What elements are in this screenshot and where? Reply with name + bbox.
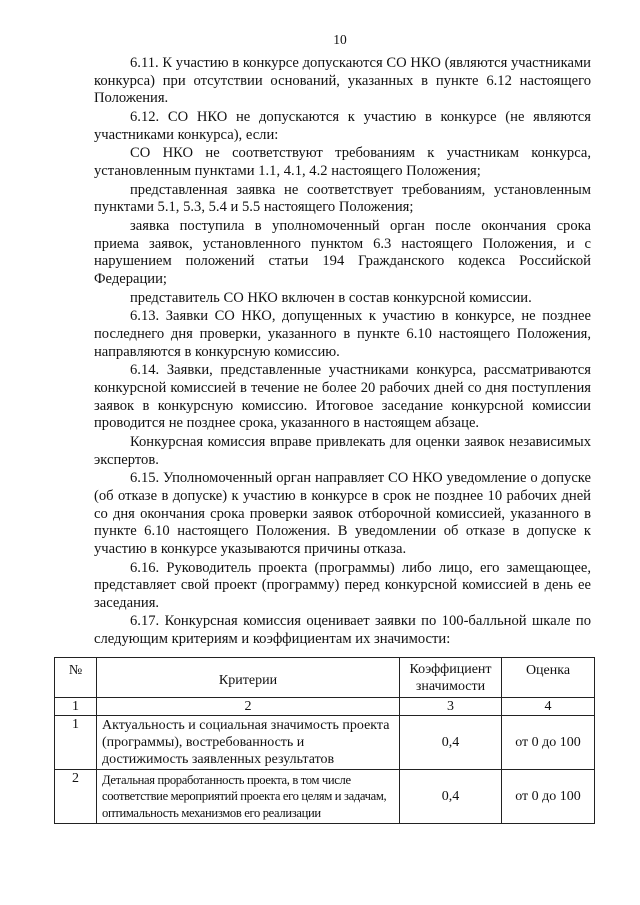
paragraph-6-15: 6.15. Уполномоченный орган направляет СО НКО уведомление о допуске (об отказе в допуске) к участию в конкурсе в срок не позднее 10 рабочих дней со дня окончания срока проверки заявок отборочной комиссией, указанного в пункте 6.10 настоящего Положения. В уведомлении об отказе в допуске к участию в конкурсе указываются причины отказа.: [94, 470, 591, 557]
column-number-row: [55, 698, 595, 716]
column-number: 2: [97, 698, 400, 716]
document-body: [94, 55, 591, 650]
paragraph-6-13: 6.13. Заявки СО НКО, допущенных к участию в конкурсе, не позднее последнего дня проверки, указанного в пункте 6.10 настоящего Положения, направляются в конкурсную комиссию.: [94, 308, 591, 360]
criteria-text: Актуальность и социальная значимость проекта (программы), востребованность и достижимость заявленных результатов: [97, 716, 400, 770]
criteria-table: [54, 657, 595, 824]
column-number: 4: [502, 698, 595, 716]
coefficient-value: 0,4: [400, 770, 502, 824]
header-score: Оценка: [502, 658, 595, 698]
column-number: 1: [55, 698, 97, 716]
table-row: [55, 770, 595, 824]
criteria-text: Детальная проработанность проекта, в том числе соответствие мероприятий проекта его целям и задачам, оптимальность механизмов его реализации: [97, 770, 400, 824]
header-criteria: Критерии: [97, 658, 400, 698]
paragraph-6-17: 6.17. Конкурсная комиссия оценивает заявки по 100-балльной шкале по следующим критериям и коэффициентам их значимости:: [94, 613, 591, 648]
coefficient-value: 0,4: [400, 716, 502, 770]
paragraph-6-12-item-3: заявка поступила в уполномоченный орган после окончания срока приема заявок, установленного пунктом 6.3 настоящего Положения, и с нарушением положений статьи 194 Гражданского кодекса Российской Федерации;: [94, 218, 591, 287]
score-range: от 0 до 100: [502, 770, 595, 824]
page-number: 10: [333, 32, 347, 47]
paragraph-6-11: 6.11. К участию в конкурсе допускаются СО НКО (являются участниками конкурса) при отсутствии оснований, указанных в пункте 6.12 настоящего Положения.: [94, 55, 591, 107]
paragraph-6-12: 6.12. СО НКО не допускаются к участию в конкурсе (не являются участниками конкурса), если:: [94, 108, 591, 143]
paragraph-6-16: 6.16. Руководитель проекта (программы) либо лицо, его замещающее, представляет свой проект (программу) перед конкурсной комиссией в день ее заседания.: [94, 559, 591, 611]
header-number: №: [55, 658, 97, 698]
paragraph-6-14: 6.14. Заявки, представленные участниками конкурса, рассматриваются конкурсной комиссией в течение не более 20 рабочих дней со дня поступления заявок в конкурсную комиссию. Итоговое заседание конкурсной комиссии проводится не позднее срока, указанного в настоящем абзаце.: [94, 362, 591, 432]
column-number: 3: [400, 698, 502, 716]
row-number: 2: [55, 770, 97, 824]
score-range: от 0 до 100: [502, 716, 595, 770]
table-row: [55, 716, 595, 770]
header-coefficient: Коэффициент значимости: [400, 658, 502, 698]
paragraph-6-12-item-4: представитель СО НКО включен в состав конкурсной комиссии.: [130, 289, 532, 306]
paragraph-6-12-item-2: представленная заявка не соответствует требованиям, установленным пунктами 5.1, 5.3, 5.4 и 5.5 настоящего Положения;: [94, 181, 591, 216]
table-header-row: [55, 658, 595, 698]
row-number: 1: [55, 716, 97, 770]
paragraph-6-14-experts: Конкурсная комиссия вправе привлекать для оценки заявок независимых экспертов.: [94, 433, 591, 468]
paragraph-6-12-item-1: СО НКО не соответствуют требованиям к участникам конкурса, установленным пунктами 1.1, 4.1, 4.2 настоящего Положения;: [94, 145, 591, 179]
